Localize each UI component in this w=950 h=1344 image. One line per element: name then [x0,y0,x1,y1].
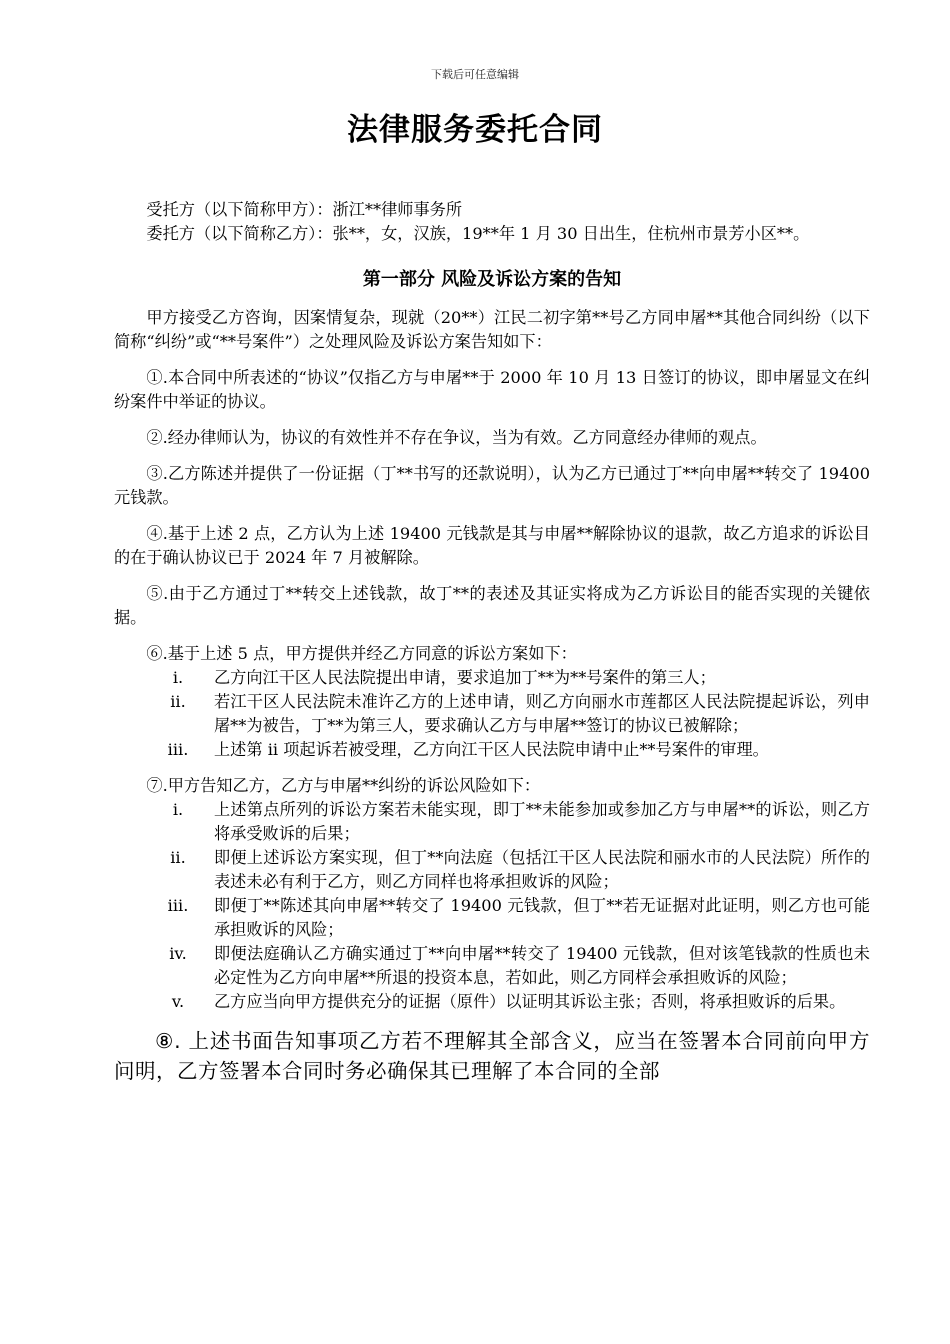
list-number: i. [172,668,184,687]
list-number: i. [172,800,184,819]
party-entrusted: 受托方（以下简称甲方）：浙江**律师事务所 [146,200,463,219]
section-title: 第一部分 风险及诉讼方案的告知 [362,269,622,290]
risk-list [114,798,870,1014]
list-item [114,666,870,690]
list-number: iii. [167,740,189,759]
list-text: 即便上述诉讼方案实现，但丁**向法庭（包括江干区人民法院和丽水市的人民法院）所作的表述未必有利于乙方，则乙方同样也将承担败诉的风险； [214,848,870,891]
clause-6: ⑥.基于上述 5 点，甲方提供并经乙方同意的诉讼方案如下： [146,644,577,663]
list-text: 上述第点所列的诉讼方案若未能实现，即丁**未能参加或参加乙方与申屠**的诉讼，则乙方将承受败诉的后果； [214,800,870,843]
list-number: iii. [167,896,189,915]
list-item [114,846,870,894]
list-item [114,798,870,846]
list-item [114,942,870,990]
list-text: 若江干区人民法院未准许乙方的上述申请，则乙方向丽水市莲都区人民法院提起诉讼，列申屠**为被告，丁**为第三人，要求确认乙方与申屠**签订的协议已被解除； [214,692,870,735]
list-item [114,690,870,738]
clause-8: ⑧. 上述书面告知事项乙方若不理解其全部含义，应当在签署本合同前向甲方问明，乙方签署本合同时务必确保其已理解了本合同的全部 [114,1029,870,1083]
list-text: 上述第 ii 项起诉若被受理，乙方向江干区人民法院申请中止**号案件的审理。 [214,740,769,759]
list-text: 乙方向江干区人民法院提出申请，要求追加丁**为**号案件的第三人； [214,668,716,687]
list-number: iv. [169,944,187,963]
list-number: v. [171,992,185,1011]
list-item [114,990,870,1014]
clause-7: ⑦.甲方告知乙方，乙方与申屠**纠纷的诉讼风险如下： [146,776,541,795]
list-text: 即便法庭确认乙方确实通过丁**向申屠**转交了 19400 元钱款，但对该笔钱款的性质也未必定性为乙方向申屠**所退的投资本息，若如此，则乙方同样会承担败诉的风险； [214,944,870,987]
list-item [114,894,870,942]
intro-paragraph: 甲方接受乙方咨询，因案情复杂，现就（20**）江民二初字第**号乙方同申屠**其他合同纠纷（以下简称“纠纷”或“**号案件”）之处理风险及诉讼方案告知如下： [114,308,870,351]
clause-1: ①.本合同中所表述的“协议”仅指乙方与申屠**于 2000 年 10 月 13 日签订的协议，即申屠显文在纠纷案件中举证的协议。 [114,368,870,411]
clause-4: ④.基于上述 2 点，乙方认为上述 19400 元钱款是其与申屠**解除协议的退款，故乙方追求的诉讼目的在于确认协议已于 2024 年 7 月被解除。 [114,524,870,567]
document-body [114,198,870,1107]
header-note: 下载后可任意编辑 [431,68,519,81]
document-title: 法律服务委托合同 [347,112,603,148]
list-text: 即便丁**陈述其向申屠**转交了 19400 元钱款，但丁**若无证据对此证明，则乙方也可能承担败诉的风险； [214,896,870,939]
list-item [114,738,870,762]
list-number: ii. [170,692,186,711]
clause-3: ③.乙方陈述并提供了一份证据（丁**书写的还款说明），认为乙方已通过丁**向申屠**转交了 19400 元钱款。 [114,464,870,507]
list-text: 乙方应当向甲方提供充分的证据（原件）以证明其诉讼主张；否则，将承担败诉的后果。 [214,992,846,1011]
clause-2: ②.经办律师认为，协议的有效性并不存在争议，当为有效。乙方同意经办律师的观点。 [146,428,767,447]
party-client: 委托方（以下简称乙方）：张**，女，汉族，19**年 1 月 30 日出生，住杭州市景芳小区**。 [146,224,810,243]
list-number: ii. [170,848,186,867]
litigation-plan-list [114,666,870,762]
clause-5: ⑤.由于乙方通过丁**转交上述钱款，故丁**的表述及其证实将成为乙方诉讼目的能否实现的关键依据。 [114,584,870,627]
